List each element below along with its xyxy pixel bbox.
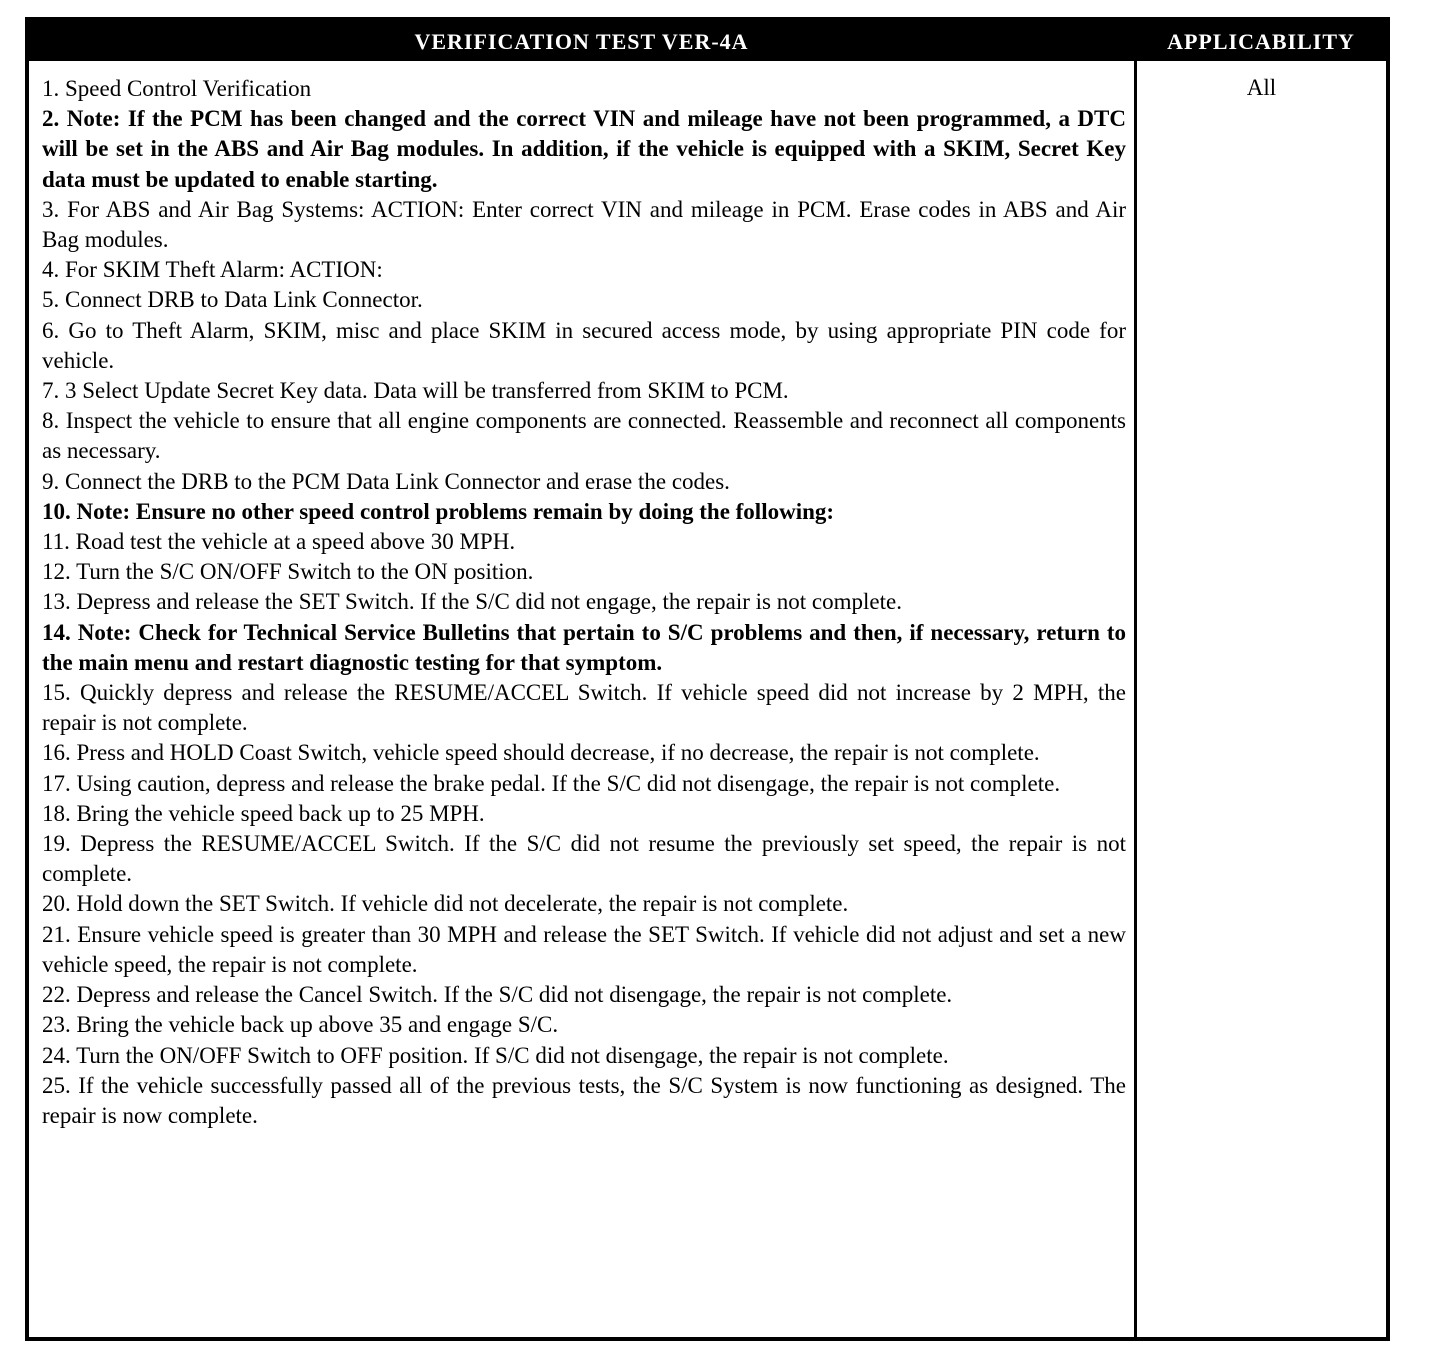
test-step: 9. Connect the DRB to the PCM Data Link Connector and erase the codes. bbox=[42, 468, 730, 494]
test-step: 15. Quickly depress and release the RESUME/ACCEL Switch. If vehicle speed did not increase by 2 MPH, the repair is not complete. bbox=[42, 680, 1126, 736]
test-step: 1. Speed Control Verification bbox=[42, 76, 312, 101]
test-step: 5. Connect DRB to Data Link Connector. bbox=[42, 287, 423, 313]
test-step: 16. Press and HOLD Coast Switch, vehicle speed should decrease, if no decrease, the repair is not complete. bbox=[42, 740, 1040, 766]
test-step: 12. Turn the S/C ON/OFF Switch to the ON position. bbox=[42, 559, 534, 585]
table-header-row bbox=[29, 21, 1386, 61]
test-step: 4. For SKIM Theft Alarm: ACTION: bbox=[42, 257, 383, 283]
column-divider bbox=[1134, 61, 1137, 1337]
test-step: 13. Depress and release the SET Switch. If the S/C did not engage, the repair is not complete. bbox=[42, 589, 902, 615]
applicability-header: APPLICABILITY bbox=[1167, 29, 1355, 54]
test-step: 25. If the vehicle successfully passed all of the previous tests, the S/C System is now functioning as designed. The repair is now complete. bbox=[42, 1072, 1126, 1128]
test-step: 7. 3 Select Update Secret Key data. Data will be transferred from SKIM to PCM. bbox=[42, 378, 789, 404]
test-step: 11. Road test the vehicle at a speed above 30 MPH. bbox=[42, 529, 516, 555]
test-title-header: VERIFICATION TEST VER-4A bbox=[414, 29, 749, 54]
verification-test-table bbox=[25, 17, 1390, 1341]
test-step: 21. Ensure vehicle speed is greater than 30 MPH and release the SET Switch. If vehicle did not adjust and set a new vehicle speed, the repair is not complete. bbox=[42, 921, 1126, 977]
note-step: 10. Note: Ensure no other speed control problems remain by doing the following: bbox=[42, 498, 835, 524]
test-step: 19. Depress the RESUME/ACCEL Switch. If the S/C did not resume the previously set speed, the repair is not complete. bbox=[42, 831, 1126, 887]
test-step: 18. Bring the vehicle speed back up to 25 MPH. bbox=[42, 800, 485, 826]
test-step: 24. Turn the ON/OFF Switch to OFF position. If S/C did not disengage, the repair is not complete. bbox=[42, 1042, 949, 1068]
test-step: 22. Depress and release the Cancel Switch. If the S/C did not disengage, the repair is not complete. bbox=[42, 982, 953, 1008]
test-step: 6. Go to Theft Alarm, SKIM, misc and place SKIM in secured access mode, by using appropriate PIN code for vehicle. bbox=[42, 317, 1126, 373]
test-step: 3. For ABS and Air Bag Systems: ACTION: Enter correct VIN and mileage in PCM. Erase codes in ABS and Air Bag modules. bbox=[42, 196, 1126, 253]
test-step: 17. Using caution, depress and release the brake pedal. If the S/C did not disengage, the repair is not complete. bbox=[42, 770, 1061, 796]
applicability-value: All bbox=[1246, 75, 1277, 100]
note-step: 14. Note: Check for Technical Service Bulletins that pertain to S/C problems and then, if necessary, return to the main menu and restart diagnostic testing for that symptom. bbox=[42, 619, 1126, 675]
test-steps-cell bbox=[42, 74, 1126, 1131]
test-step: 8. Inspect the vehicle to ensure that all engine components are connected. Reassemble and reconnect all components as necessary. bbox=[42, 408, 1126, 464]
test-step: 20. Hold down the SET Switch. If vehicle did not decelerate, the repair is not complete. bbox=[42, 891, 849, 917]
test-step: 23. Bring the vehicle back up above 35 and engage S/C. bbox=[42, 1012, 559, 1038]
note-step: 2. Note: If the PCM has been changed and the correct VIN and mileage have not been programmed, a DTC will be set in the ABS and Air Bag modules. In addition, if the vehicle is equipped with a SKIM, Secret Key data must be updated to enable starting. bbox=[42, 106, 1126, 192]
